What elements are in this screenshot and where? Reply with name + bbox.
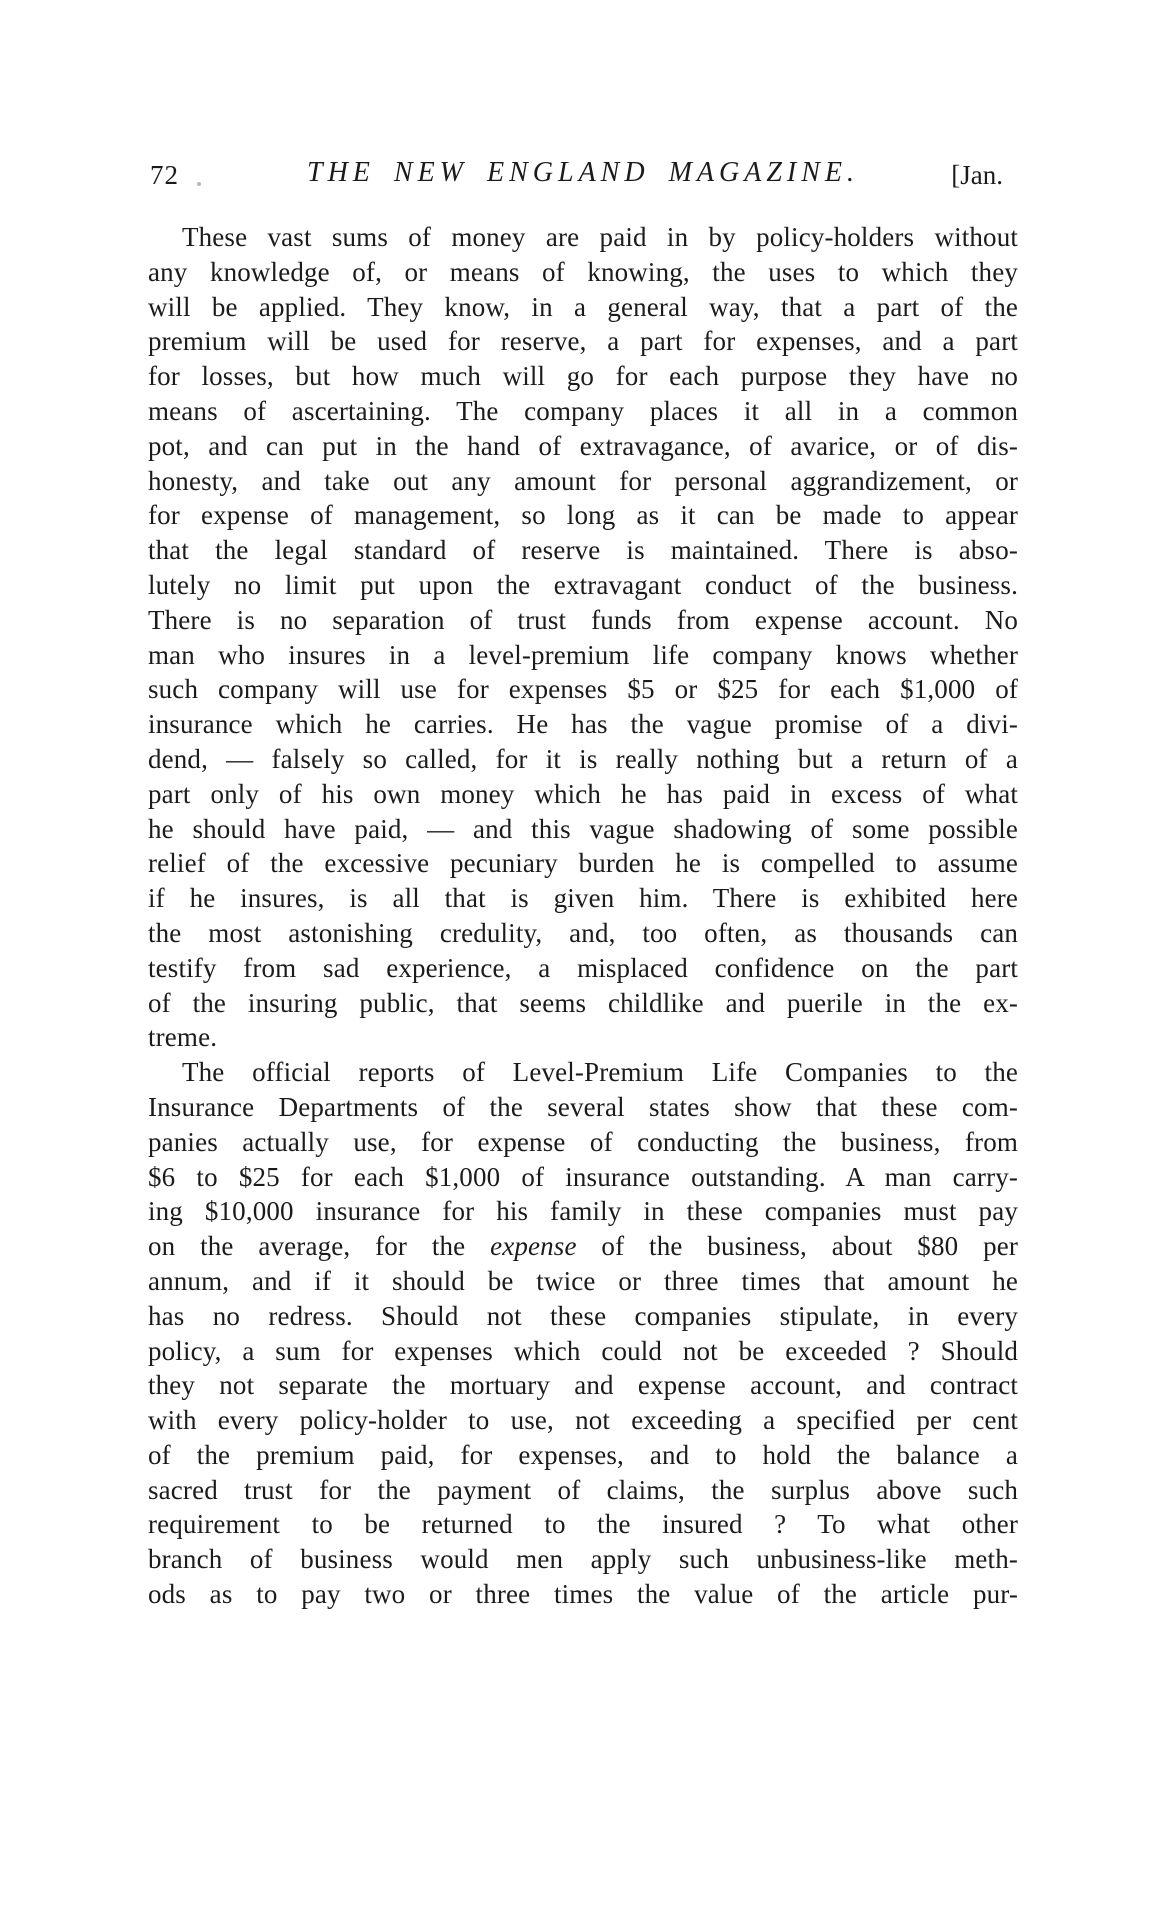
text-run: panies actually use, for expense of conducting the business, from — [148, 1126, 1018, 1157]
paragraph — [148, 220, 1018, 1055]
text-line — [148, 533, 1018, 568]
text-run: of the business, about $80 per — [576, 1231, 1018, 1262]
text-run: for losses, but how much will go for each purpose they have no — [148, 361, 1018, 392]
text-line — [148, 220, 1018, 255]
text-line — [148, 324, 1018, 359]
text-line — [148, 1368, 1018, 1403]
italic-text-run: expense — [490, 1231, 577, 1262]
text-run: relief of the excessive pecuniary burden he is compelled to assume — [148, 848, 1018, 879]
text-run: There is no separation of trust funds from expense account. No — [148, 604, 1018, 635]
text-line — [148, 672, 1018, 707]
text-line — [148, 1020, 1018, 1055]
text-line — [148, 1507, 1018, 1542]
issue-date: [Jan. — [951, 160, 1003, 190]
text-run: on the average, for the — [148, 1231, 491, 1262]
text-run: sacred trust for the payment of claims, the surplus above such — [148, 1474, 1018, 1505]
text-run: Insurance Departments of the several states show that these com- — [148, 1091, 1018, 1122]
text-run: the most astonishing credulity, and, too often, as thousands can — [148, 917, 1018, 948]
text-line — [148, 1090, 1018, 1125]
text-line — [148, 1125, 1018, 1160]
text-run: man who insures in a level-premium life company knows whether — [148, 639, 1018, 670]
text-run: pot, and can put in the hand of extravagance, of avarice, or of dis- — [148, 430, 1018, 461]
text-line — [148, 916, 1018, 951]
text-run: premium will be used for reserve, a part for expenses, and a part — [148, 326, 1018, 357]
text-line — [148, 429, 1018, 464]
text-run: branch of business would men apply such unbusiness-like meth- — [148, 1544, 1018, 1575]
text-run: The official reports of Level-Premium Life Companies to the — [182, 1057, 1018, 1088]
text-run: means of ascertaining. The company places it all in a common — [148, 395, 1018, 426]
text-line — [148, 1055, 1018, 1090]
text-line — [148, 777, 1018, 812]
text-line — [148, 1403, 1018, 1438]
text-run: honesty, and take out any amount for personal aggrandizement, or — [148, 465, 1018, 496]
text-run: insurance which he carries. He has the vague promise of a divi- — [148, 709, 1018, 740]
text-line — [148, 1334, 1018, 1369]
text-line — [148, 498, 1018, 533]
text-run: of the insuring public, that seems childlike and puerile in the ex- — [148, 987, 1018, 1018]
text-run: they not separate the mortuary and expense account, and contract — [148, 1370, 1018, 1401]
text-line — [148, 812, 1018, 847]
text-line — [148, 290, 1018, 325]
text-run: lutely no limit put upon the extravagant conduct of the business. — [148, 569, 1018, 600]
text-line — [148, 255, 1018, 290]
text-run: These vast sums of money are paid in by policy-holders without — [182, 222, 1018, 252]
text-run: that the legal standard of reserve is maintained. There is abso- — [148, 535, 1018, 566]
text-line — [148, 1264, 1018, 1299]
page-number: 72 — [150, 160, 179, 190]
text-line — [148, 394, 1018, 429]
text-run: such company will use for expenses $5 or $25 for each $1,000 of — [148, 674, 1018, 705]
text-line — [148, 846, 1018, 881]
text-line — [148, 1160, 1018, 1195]
text-run: of the premium paid, for expenses, and to hold the balance a — [148, 1439, 1018, 1470]
text-run: part only of his own money which he has paid in excess of what — [148, 778, 1018, 809]
text-run: ods as to pay two or three times the value of the article pur- — [148, 1579, 1018, 1610]
text-run: if he insures, is all that is given him. There is exhibited here — [148, 883, 1018, 914]
text-line — [148, 986, 1018, 1021]
text-run: any knowledge of, or means of knowing, the uses to which they — [148, 256, 1018, 287]
text-line — [148, 603, 1018, 638]
text-run: has no redress. Should not these companies stipulate, in every — [148, 1300, 1018, 1331]
text-run: treme. — [148, 1022, 218, 1053]
text-run: dend, — falsely so called, for it is really nothing but a return of a — [148, 743, 1018, 774]
text-line — [148, 951, 1018, 986]
text-line — [148, 1299, 1018, 1334]
text-line — [148, 742, 1018, 777]
page-body — [148, 220, 1018, 1612]
text-run: testify from sad experience, a misplaced confidence on the part — [148, 952, 1018, 983]
text-run: policy, a sum for expenses which could not be exceeded ? Should — [148, 1335, 1018, 1366]
text-run: requirement to be returned to the insured ? To what other — [148, 1509, 1018, 1540]
text-run: with every policy-holder to use, not exceeding a specified per cent — [148, 1405, 1018, 1436]
text-line — [148, 464, 1018, 499]
text-line — [148, 568, 1018, 603]
text-run: for expense of management, so long as it can be made to appear — [148, 500, 1018, 531]
text-run: $6 to $25 for each $1,000 of insurance outstanding. A man carry- — [148, 1161, 1018, 1192]
text-line — [148, 1542, 1018, 1577]
text-line — [148, 881, 1018, 916]
magazine-title: THE NEW ENGLAND MAGAZINE. — [307, 157, 859, 188]
text-line — [148, 359, 1018, 394]
text-run: he should have paid, — and this vague shadowing of some possible — [148, 813, 1018, 844]
text-line — [148, 707, 1018, 742]
text-run: annum, and if it should be twice or three times that amount he — [148, 1265, 1018, 1296]
text-line — [148, 1438, 1018, 1473]
text-line — [148, 1194, 1018, 1229]
text-line — [148, 638, 1018, 673]
text-line — [148, 1229, 1018, 1264]
text-line — [148, 1577, 1018, 1612]
text-run: will be applied. They know, in a general way, that a part of the — [148, 291, 1018, 322]
paragraph — [148, 1055, 1018, 1612]
text-run: ing $10,000 insurance for his family in these companies must pay — [148, 1196, 1018, 1227]
text-line — [148, 1473, 1018, 1508]
